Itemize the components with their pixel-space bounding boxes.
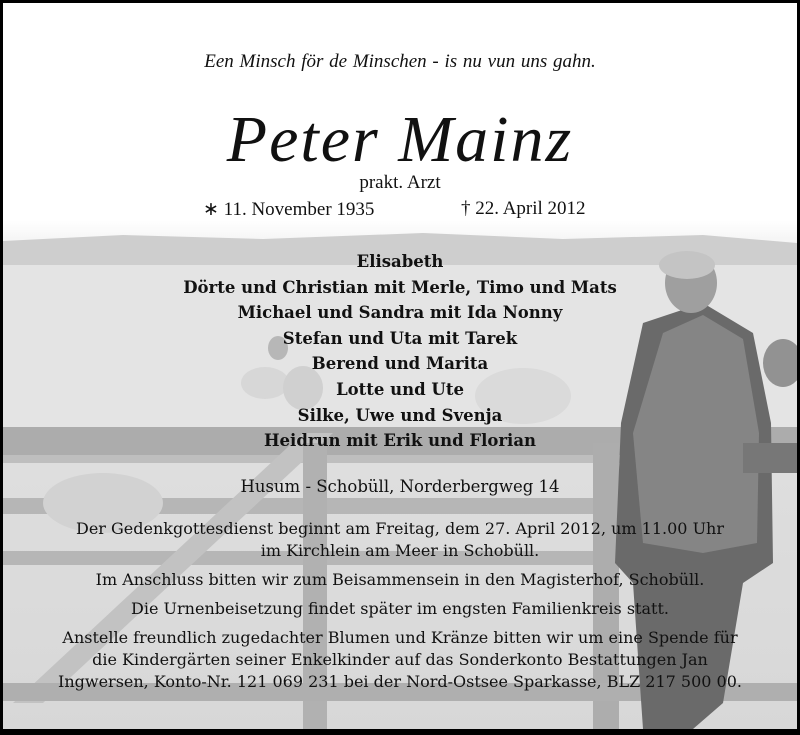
profession: prakt. Arzt (359, 172, 441, 193)
mourner: Lotte und Ute (336, 379, 464, 399)
motto: Een Minsch för de Minschen - is nu vun uns gahn. (204, 51, 596, 72)
obituary-notice (3, 3, 797, 729)
family-address: Husum - Schobüll, Norderbergweg 14 (240, 477, 560, 496)
mourner: Elisabeth (356, 252, 444, 271)
death-date: † 22. April 2012 (461, 198, 586, 219)
mourner: Stefan und Uta mit Tarek (282, 328, 518, 348)
service-line: im Kirchlein am Meer in Schobüll. (260, 541, 540, 560)
mourner: Silke, Uwe und Svenja (297, 405, 503, 425)
deceased-name: Peter Mainz (226, 103, 574, 176)
mourner: Michael und Sandra mit Ida Nonny (237, 303, 563, 323)
mourner: Berend und Marita (311, 354, 489, 374)
service-line: Der Gedenkgottesdienst beginnt am Freitag, dem 27. April 2012, um 11.00 Uhr (75, 519, 725, 538)
birth-date: ∗ 11. November 1935 (203, 199, 375, 220)
donation-info (3, 627, 797, 693)
donation-line: die Kindergärten seiner Enkelkinder auf das Sonderkonto Bestattungen Jan (92, 650, 708, 669)
urn-burial-info (3, 598, 797, 620)
service-info (3, 518, 797, 562)
gathering-line: Im Anschluss bitten wir zum Beisammensein in den Magisterhof, Schobüll. (95, 570, 705, 589)
donation-line: Ingwersen, Konto-Nr. 121 069 231 bei der Nord-Ostsee Sparkasse, BLZ 217 500 00. (58, 672, 742, 691)
mourners-list (3, 249, 797, 454)
mourner: Dörte und Christian mit Merle, Timo und Mats (183, 277, 617, 297)
donation-line: Anstelle freundlich zugedachter Blumen und Kränze bitten wir um eine Spende für (62, 628, 738, 647)
gathering-info (3, 569, 797, 591)
mourner: Heidrun mit Erik und Florian (263, 431, 537, 451)
urn-line: Die Urnenbeisetzung findet später im engsten Familienkreis statt. (131, 599, 669, 618)
